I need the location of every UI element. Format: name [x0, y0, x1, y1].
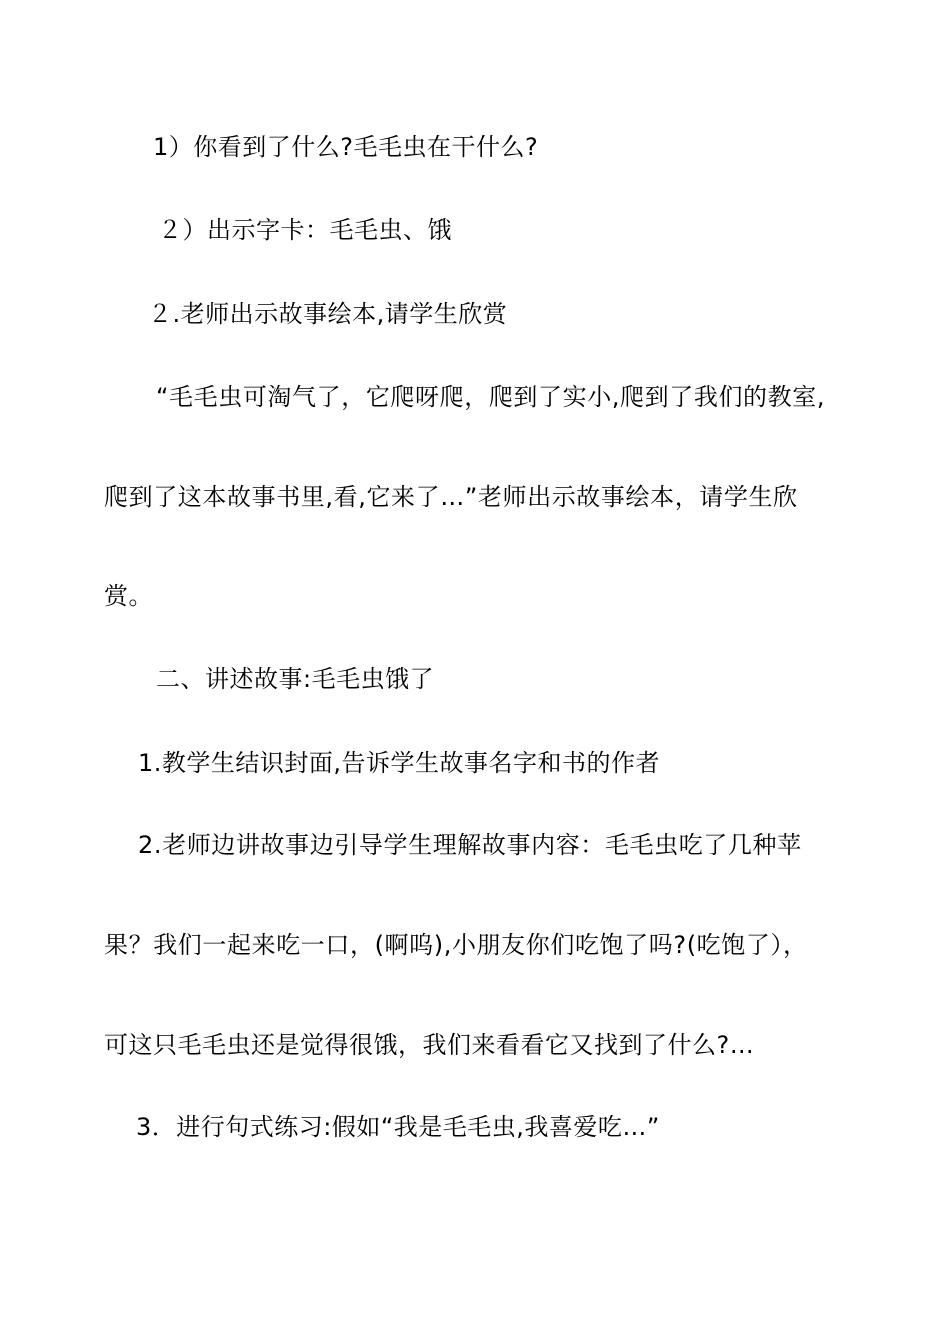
quote-paragraph-line-3: 赏。	[104, 582, 153, 610]
item-3: 3．进行句式练习:假如“我是毛毛虫,我喜爱吃…”	[136, 1113, 660, 1141]
item-1: 1.教学生结识封面,告诉学生故事名字和书的作者	[138, 749, 661, 777]
step-2-heading: ２.老师出示故事绘本,请学生欣赏	[148, 300, 508, 328]
section-heading: 二、讲述故事:毛毛虫饿了	[156, 665, 435, 693]
item-2-line-1: 2.老师边讲故事边引导学生理解故事内容：毛毛虫吃了几种苹	[138, 831, 802, 859]
item-2-line-2: 果？我们一起来吃一口，(啊呜),小朋友你们吃饱了吗?(吃饱了），	[104, 931, 808, 959]
quote-paragraph-line-1: “毛毛虫可淘气了，它爬呀爬，爬到了实小,爬到了我们的教室,	[156, 383, 826, 411]
quote-paragraph-line-2: 爬到了这本故事书里,看,它来了…”老师出示故事绘本，请学生欣	[104, 483, 798, 511]
item-2-line-3: 可这只毛毛虫还是觉得很饿，我们来看看它又找到了什么?…	[104, 1031, 755, 1059]
question-line-1: 1）你看到了什么?毛毛虫在干什么?	[153, 133, 539, 161]
question-line-2: ２）出示字卡：毛毛虫、饿	[158, 216, 452, 244]
